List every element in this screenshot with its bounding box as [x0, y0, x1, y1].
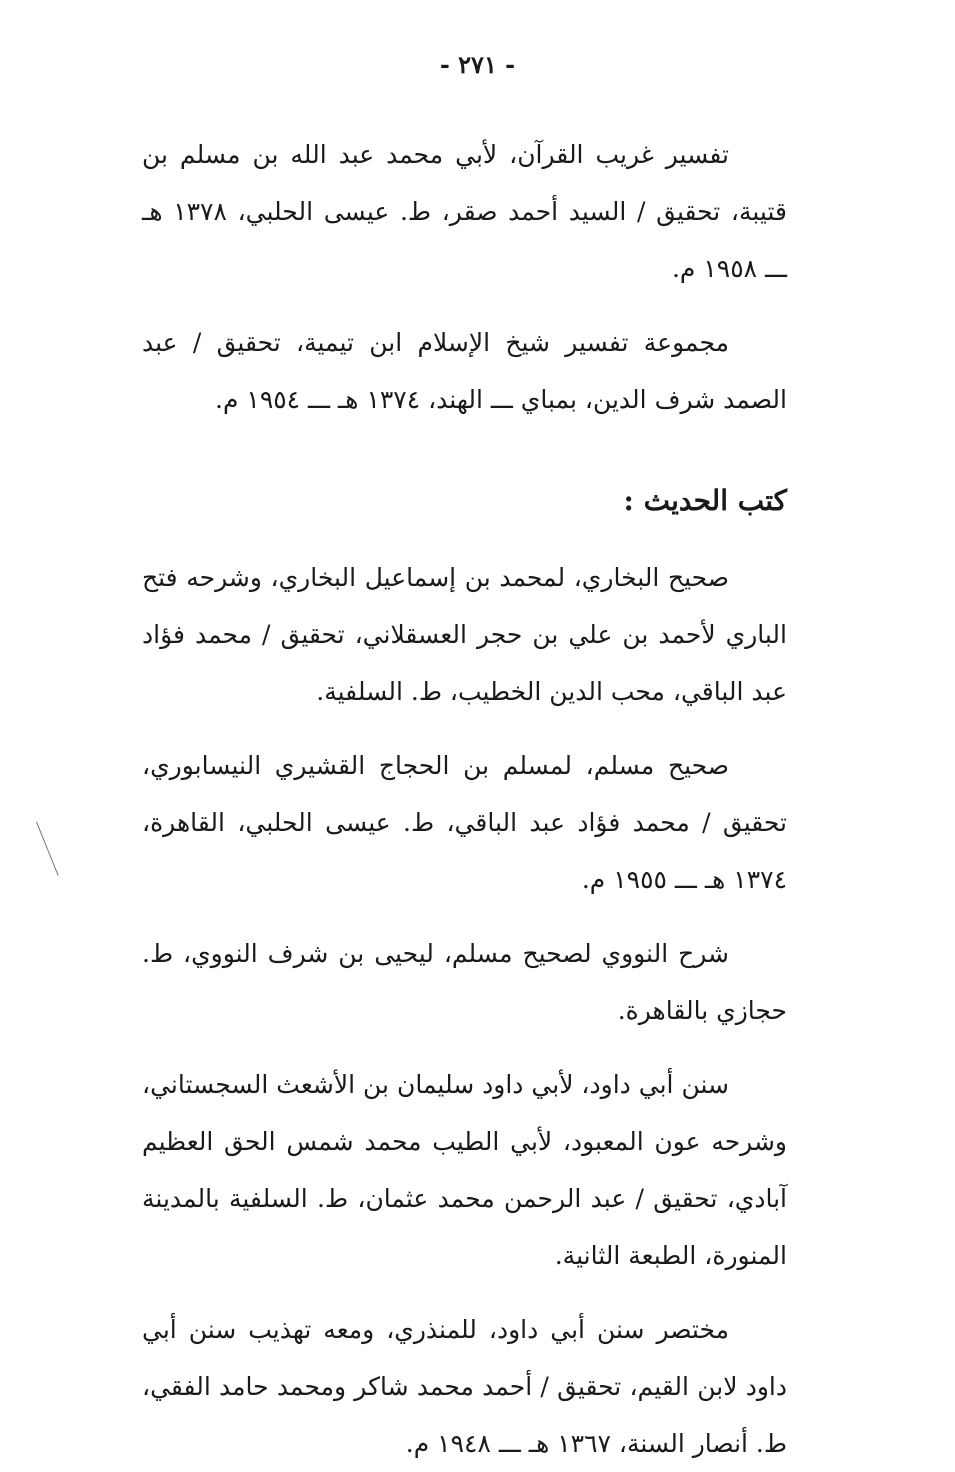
bibliography-entry: صحيح مسلم، لمسلم بن الحجاج القشيري النيسابوري، تحقيق / محمد فؤاد عبد الباقي، ط. عيسى الحلبي، القاهرة، ١٣٧٤ هـ ـــ ١٩٥٥ م. [142, 751, 787, 894]
section-heading: كتب الحديث : [623, 484, 787, 517]
bibliography-entry: مختصر سنن أبي داود، للمنذري، ومعه تهذيب سنن أبي داود لابن القيم، تحقيق / أحمد محمد شاكر ومحمد حامد الفقي، ط. أنصار السنة، ١٣٦٧ هـ ـــ ١٩٤٨ م. [142, 1315, 787, 1458]
page-number: - ٢٧١ - [439, 50, 516, 79]
bibliography-entry: صحيح البخاري، لمحمد بن إسماعيل البخاري، وشرحه فتح الباري لأحمد بن علي بن حجر العسقلاني، تحقيق / محمد فؤاد عبد الباقي، محب الدين الخطيب، ط. السلفية. [142, 563, 787, 706]
bibliography-entry: شرح النووي لصحيح مسلم، ليحيى بن شرف النووي، ط. حجازي بالقاهرة. [142, 939, 787, 1025]
scan-mark [36, 822, 59, 876]
bibliography-entry: مجموعة تفسير شيخ الإسلام ابن تيمية، تحقيق / عبد الصمد شرف الدين، بمباي ـــ الهند، ١٣٧٤ هـ ـــ ١٩٥٤ م. [142, 328, 787, 414]
bibliography-entry: سنن أبي داود، لأبي داود سليمان بن الأشعث السجستاني، وشرحه عون المعبود، لأبي الطيب محمد شمس الحق العظيم آبادي، تحقيق / عبد الرحمن محمد عثمان، ط. السلفية بالمدينة المنورة، الطبعة الثانية. [142, 1070, 787, 1270]
bibliography-content [142, 126, 787, 1472]
bibliography-entry: تفسير غريب القرآن، لأبي محمد عبد الله بن مسلم بن قتيبة، تحقيق / السيد أحمد صقر، ط. عيسى الحلبي، ١٣٧٨ هـ ـــ ١٩٥٨ م. [142, 140, 787, 283]
